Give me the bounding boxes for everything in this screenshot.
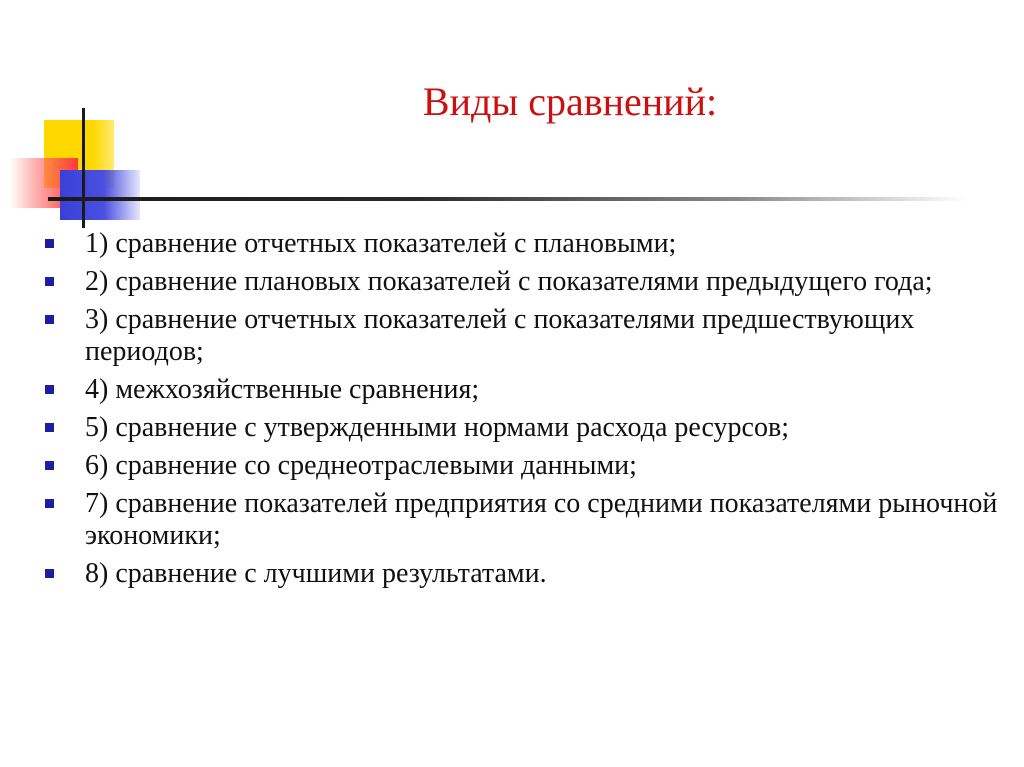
- bullet-item: [40, 488, 1000, 552]
- bullet-item: [40, 228, 1000, 260]
- bullet-text: 6) сравнение со среднеотраслевыми данными;: [85, 450, 637, 481]
- square-bullet-icon: [45, 499, 54, 508]
- square-bullet-icon: [45, 385, 54, 394]
- slide-title: Виды сравнений:: [422, 79, 718, 124]
- bullet-item: [40, 374, 1000, 406]
- bullet-item: [40, 450, 1000, 482]
- bullet-text: 7) сравнение показателей предприятия со средними показателями рыночной экономики;: [85, 488, 998, 551]
- square-bullet-icon: [45, 277, 54, 286]
- bullet-item: [40, 304, 1000, 368]
- bullet-item: [40, 558, 1000, 590]
- bullet-text: 3) сравнение отчетных показателей с показателями предшествующих периодов;: [85, 304, 915, 367]
- bullet-text: 5) сравнение с утвержденными нормами расхода ресурсов;: [85, 412, 789, 443]
- title-divider-line: [48, 197, 968, 201]
- decorative-vertical-line: [82, 108, 85, 228]
- bullet-text: 8) сравнение с лучшими результатами.: [85, 558, 547, 589]
- bullet-text: 4) межхозяйственные сравнения;: [85, 374, 480, 405]
- bullet-text: 1) сравнение отчетных показателей с плановыми;: [85, 228, 677, 259]
- square-bullet-icon: [45, 569, 54, 578]
- bullet-text: 2) сравнение плановых показателей с показателями предыдущего года;: [85, 266, 933, 297]
- square-bullet-icon: [45, 461, 54, 470]
- decorative-blue-square: [60, 170, 140, 220]
- square-bullet-icon: [45, 423, 54, 432]
- square-bullet-icon: [45, 315, 54, 324]
- bullet-list: [40, 228, 1000, 596]
- square-bullet-icon: [45, 239, 54, 248]
- bullet-item: [40, 266, 1000, 298]
- bullet-item: [40, 412, 1000, 444]
